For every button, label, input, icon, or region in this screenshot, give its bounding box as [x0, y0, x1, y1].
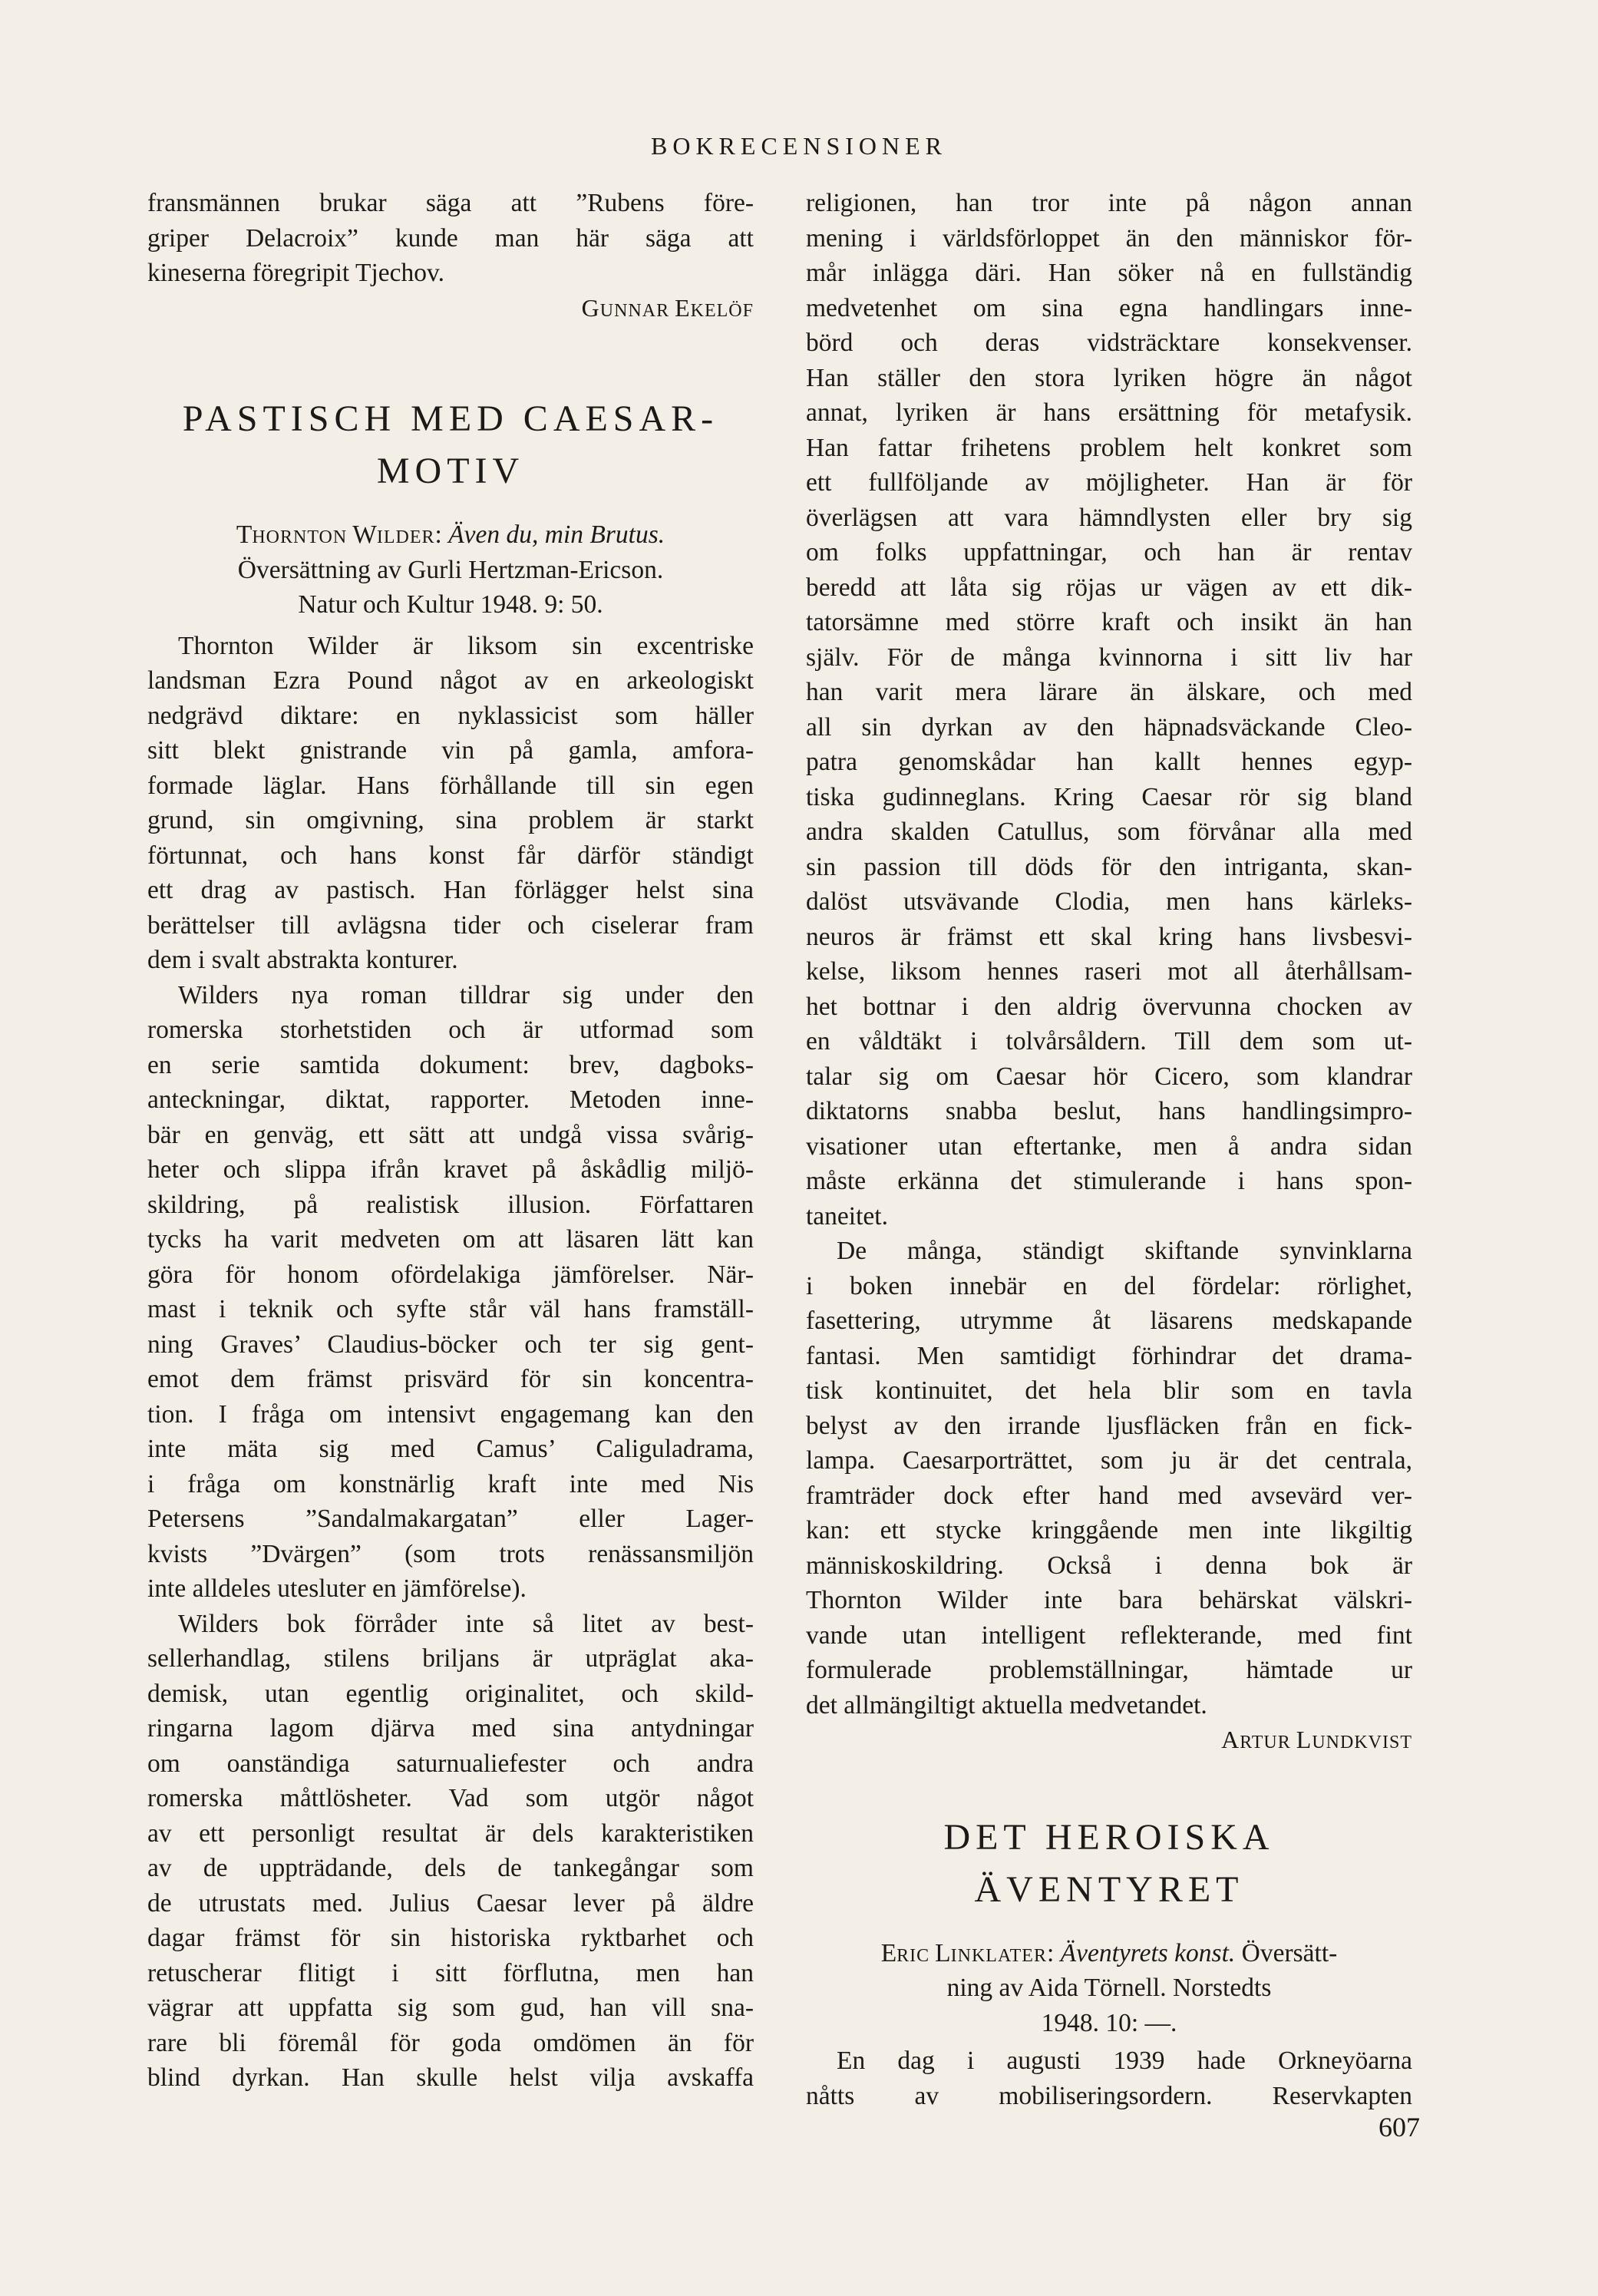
text-line: det allmängiltigt aktuella medvetandet.: [806, 1690, 1207, 1720]
text-line: tisk kontinuitet, det hela blir som en tavla: [806, 1376, 1412, 1405]
text-line: han varit mera lärare än älskare, och med: [806, 678, 1412, 706]
text-line: taneitet.: [806, 1201, 888, 1231]
body-paragraph: [806, 1234, 1412, 1723]
book-title: Äventyrets konst.: [1060, 1938, 1236, 1967]
text-line: sin passion till döds för den intriganta, skan-: [806, 852, 1412, 881]
body-paragraph: [806, 2043, 1412, 2113]
right-column: [806, 186, 1412, 2113]
text-line: av de uppträdande, dels de tankegångar som: [147, 1854, 754, 1882]
text-line: fransmännen brukar säga att ”Rubens före-: [147, 189, 754, 217]
text-line: göra för honom ofördelakiga jämförelser. När-: [147, 1260, 754, 1289]
citation-line: THORNTON WILDER: Även du, min Brutus.: [236, 520, 665, 549]
text-line: dem i svalt abstrakta konturer.: [147, 946, 458, 974]
citation-line: ning av Aida Törnell. Norstedts: [946, 1974, 1272, 2002]
text-line: mast i teknik och syfte står väl hans framställ-: [147, 1295, 754, 1323]
signature-gunnar-ekelof: GUNNAR EKELÖF: [581, 293, 754, 322]
text-line: visationer utan eftertanke, men å andra sidan: [806, 1131, 1412, 1161]
text-line: ett drag av pastisch. Han förlägger helst sina: [147, 876, 754, 904]
text-line: Han fattar frihetens problem helt konkret som: [806, 433, 1412, 462]
book-citation-wilder: [147, 517, 754, 623]
text-line: emot dem främst prisvärd för sin koncentra-: [147, 1365, 754, 1393]
text-line: landsman Ezra Pound något av en arkeologiskt: [147, 666, 754, 695]
text-line: griper Delacroix” kunde man här säga att: [147, 223, 754, 253]
body-paragraph: [147, 1607, 754, 2096]
text-line: vande utan intelligent reflekterande, med fint: [806, 1620, 1412, 1650]
text-line: Thornton Wilder är liksom sin excentriske: [178, 631, 754, 660]
text-line: mår inlägga däri. Han söker nå en fullständig: [806, 259, 1412, 287]
text-line: romerska måttlösheter. Vad som utgör något: [147, 1784, 754, 1812]
text-line: människoskildring. Också i denna bok är: [806, 1551, 1412, 1580]
text-line: de utrustats med. Julius Caesar lever på äldre: [147, 1888, 754, 1918]
text-line: het bottnar i den aldrig övervunna chocken av: [806, 992, 1412, 1021]
text-line: demisk, utan egentlig originalitet, och skild-: [147, 1679, 754, 1708]
text-line: tiska gudinneglans. Kring Caesar rör sig bland: [806, 782, 1412, 811]
citation-line: Översättning av Gurli Hertzman-Ericson.: [237, 555, 664, 584]
text-line: patra genomskådar han kallt hennes egyp-: [806, 748, 1412, 776]
text-line: ning Graves’ Claudius-böcker och ter sig gent-: [147, 1330, 754, 1359]
text-line: Wilders nya roman tilldrar sig under den: [178, 980, 754, 1009]
text-line: förtunnat, och hans konst får därför ständigt: [147, 841, 754, 870]
citation-line: ERIC LINKLATER: Äventyrets konst. Översätt-: [880, 1938, 1338, 1967]
left-column: [147, 186, 754, 2096]
text-line: formulerade problemställningar, hämtade ur: [806, 1656, 1412, 1684]
text-line: Thornton Wilder inte bara behärskat välskri-: [806, 1586, 1412, 1614]
text-line: i boken innebär en del fördelar: rörlighet,: [806, 1271, 1412, 1300]
text-line: måste erkänna det stimulerande i hans spon-: [806, 1167, 1412, 1195]
text-line: blind dyrkan. Han skulle helst vilja avskaffa: [147, 2063, 754, 2092]
review-heading-pastisch: [147, 393, 754, 497]
text-line: kan: ett stycke kringgående men inte likgiltig: [806, 1516, 1412, 1544]
text-line: rare bli föremål för goda omdömen än för: [147, 2028, 754, 2057]
text-line: bär en genväg, ett sätt att undgå vissa svårig-: [147, 1120, 754, 1149]
text-line: dalöst utsvävande Clodia, men hans kärleks-: [806, 887, 1412, 916]
text-line: tycks ha varit medveten om att läsaren lätt kan: [147, 1225, 754, 1254]
text-line: belyst av den irrande ljusfläcken från en fick-: [806, 1411, 1412, 1440]
text-line: nåtts av mobiliseringsordern. Reservkapten: [806, 2081, 1412, 2110]
heading-line: ÄVENTYRET: [974, 1868, 1244, 1910]
text-line: kelse, liksom hennes raseri mot all återhållsam-: [806, 957, 1412, 986]
text-line: vägrar att uppfatta sig som gud, han vill sna-: [147, 1994, 754, 2022]
text-line: Petersens ”Sandalmakargatan” eller Lager-: [147, 1505, 754, 1533]
text-line: själv. För de många kvinnorna i sitt liv har: [806, 643, 1412, 672]
text-line: Han ställer den stora lyriken högre än något: [806, 363, 1412, 392]
text-line: neuros är främst ett skal kring hans livsbesvi-: [806, 922, 1412, 951]
text-line: religionen, han tror inte på någon annan: [806, 189, 1412, 217]
text-line: mening i världsförloppet än den människor för-: [806, 223, 1412, 253]
text-line: formade läglar. Hans förhållande till sin egen: [147, 771, 754, 800]
text-line: av ett personligt resultat är dels karakteristiken: [147, 1819, 754, 1848]
text-line: Wilders bok förråder inte så litet av best-: [178, 1609, 754, 1638]
text-line: berättelser till avlägsna tider och ciselerar fram: [147, 910, 754, 940]
text-line: fantasi. Men samtidigt förhindrar det drama-: [806, 1341, 1412, 1370]
text-line: börd och deras vidsträcktare konsekvenser.: [806, 329, 1412, 357]
text-line: retuscherar flitigt i sitt förflutna, men han: [147, 1958, 754, 1987]
text-line: i fråga om konstnärlig kraft inte med Nis: [147, 1469, 754, 1498]
text-line: fasettering, utrymme åt läsarens medskapande: [806, 1307, 1412, 1335]
text-line: diktatorns snabba beslut, hans handlingsimpro-: [806, 1097, 1412, 1125]
text-line: En dag i augusti 1939 hade Orkneyöarna: [837, 2047, 1412, 2075]
heading-line: PASTISCH MED CAESAR-: [182, 398, 719, 439]
text-line: om oanständiga saturnualiefester och andra: [147, 1749, 754, 1778]
book-citation-linklater: [806, 1936, 1412, 2041]
text-line: tion. I fråga om intensivt engagemang kan den: [147, 1399, 754, 1429]
citation-line: 1948. 10: —.: [1041, 2008, 1177, 2037]
text-line: framträder dock efter hand med avsevärd ver-: [806, 1481, 1412, 1510]
text-line: heter och slippa ifrån kravet på åskådlig miljö-: [147, 1155, 754, 1184]
citation-line: Natur och Kultur 1948. 9: 50.: [298, 590, 603, 619]
text-line: talar sig om Caesar hör Cicero, som klandrar: [806, 1062, 1412, 1091]
running-head: BOKRECENSIONER: [650, 132, 947, 160]
text-line: nedgrävd diktare: en nyklassicist som häller: [147, 701, 754, 730]
text-line: tatorsämne med större kraft och insikt än han: [806, 608, 1412, 636]
text-line: ett fullföljande av möjligheter. Han är för: [806, 468, 1412, 497]
text-line: lampa. Caesarporträttet, som ju är det centrala,: [806, 1446, 1412, 1475]
text-line: en våldtäkt i tolvårsåldern. Till dem som ut-: [806, 1027, 1412, 1055]
heading-line: MOTIV: [376, 451, 525, 491]
text-line: De många, ständigt skiftande synvinklarna: [837, 1237, 1412, 1265]
text-line: beredd att låta sig röjas ur vägen av ett dik-: [806, 573, 1412, 602]
text-line: inte mäta sig med Camus’ Caliguladrama,: [147, 1435, 754, 1463]
body-paragraph: [147, 629, 754, 978]
text-line: all sin dyrkan av den häpnadsväckande Cleo-: [806, 712, 1412, 742]
text-line: annat, lyriken är hans ersättning för metafysik.: [806, 398, 1412, 427]
body-paragraph: [147, 978, 754, 1607]
text-line: en serie samtida dokument: brev, dagboks-: [147, 1050, 754, 1079]
intro-paragraph: [147, 186, 754, 291]
text-line: grund, sin omgivning, sina problem är starkt: [147, 806, 754, 834]
text-line: skildring, på realistisk illusion. Författaren: [147, 1190, 754, 1219]
text-line: anteckningar, diktat, rapporter. Metoden inne-: [147, 1085, 754, 1114]
text-line: andra skalden Catullus, som förvånar alla med: [806, 818, 1412, 846]
body-paragraph: [806, 186, 1412, 1234]
review-heading-heroiska: [806, 1812, 1412, 1916]
book-title: Även du, min Brutus.: [448, 520, 665, 549]
text-line: medvetenhet om sina egna handlingars inne-: [806, 293, 1412, 322]
text-line: inte alldeles utesluter en jämförelse).: [147, 1574, 527, 1603]
page-number: 607: [1378, 2112, 1420, 2142]
text-line: överlägsen att vara hämndlysten eller bry sig: [806, 503, 1412, 532]
text-line: sellerhandlag, stilens briljans är utpräglat aka-: [147, 1644, 754, 1673]
text-line: kineserna föregripit Tjechov.: [147, 259, 444, 287]
text-line: romerska storhetstiden och är utformad som: [147, 1016, 754, 1044]
signature-artur-lundkvist: ARTUR LUNDKVIST: [1221, 1726, 1412, 1753]
text-line: kvists ”Dvärgen” (som trots renässansmiljön: [147, 1539, 754, 1568]
text-line: sitt blekt gnistrande vin på gamla, amfora-: [147, 736, 754, 765]
heading-line: DET HEROISKA: [943, 1816, 1275, 1858]
text-line: om folks uppfattningar, och han är rentav: [806, 538, 1412, 567]
text-line: ringarna lagom djärva med sina antydningar: [147, 1714, 754, 1743]
text-line: dagar främst för sin historiska ryktbarhet och: [147, 1924, 754, 1952]
